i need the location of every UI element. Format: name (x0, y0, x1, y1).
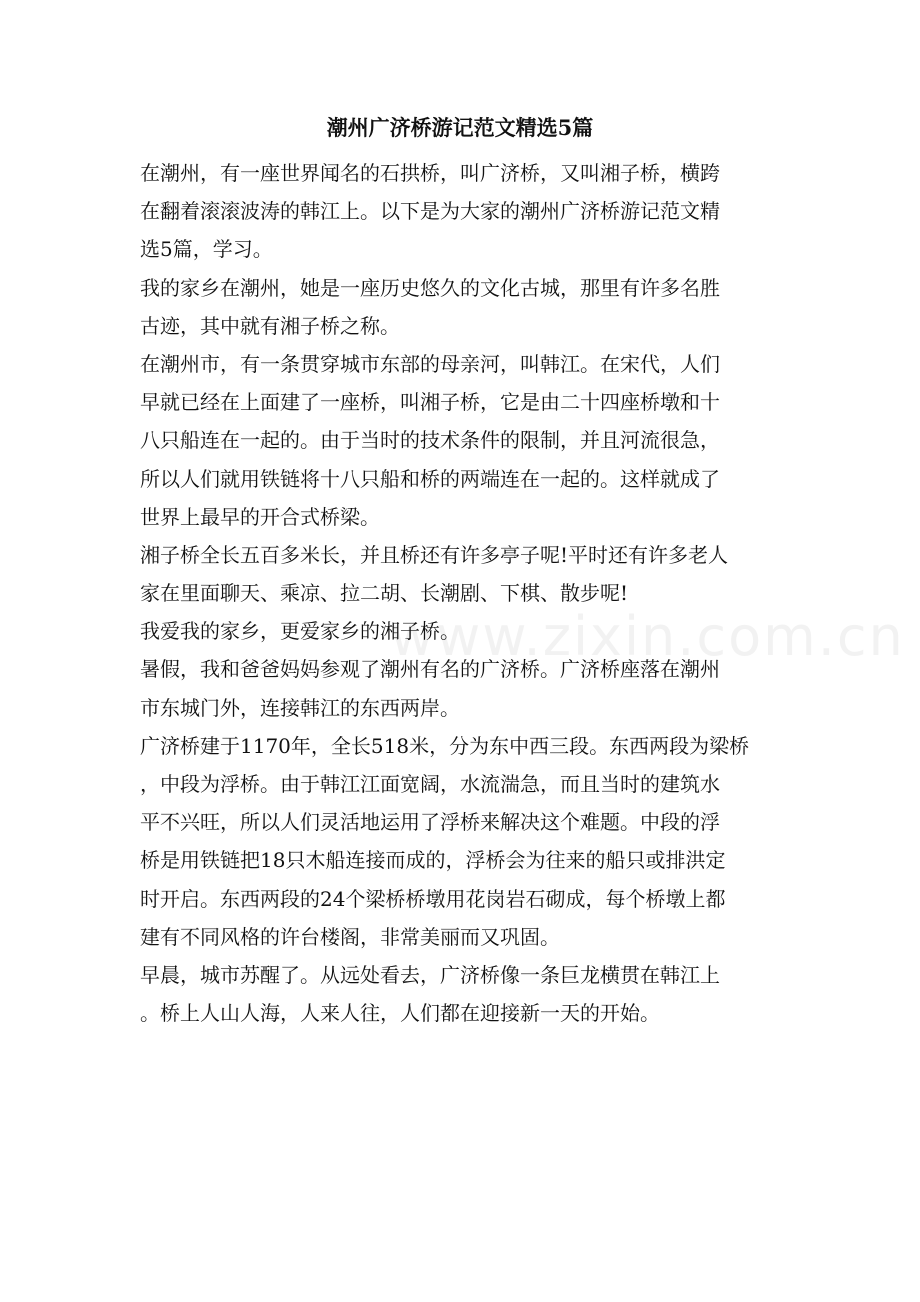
text-line: 我的家乡在潮州，她是一座历史悠久的文化古城，那里有许多名胜 (140, 275, 720, 300)
paragraph-5 (140, 612, 780, 650)
text-line: 世界上最早的开合式桥梁。 (140, 504, 380, 529)
text-line: 在潮州市，有一条贯穿城市东部的母亲河，叫韩江。在宋代，人们 (140, 351, 720, 376)
document-body (140, 154, 780, 1032)
text-line: 暑假，我和爸爸妈妈参观了潮州有名的广济桥。广济桥座落在潮州 (140, 657, 720, 682)
text-line: 古迹，其中就有湘子桥之称。 (140, 313, 400, 338)
text-line: 时开启。东西两段的24个梁桥桥墩用花岗岩石砌成，每个桥墩上都 (140, 886, 726, 911)
page-title: 潮州广济桥游记范文精选5篇 (326, 115, 594, 140)
text-line: 早就已经在上面建了一座桥，叫湘子桥，它是由二十四座桥墩和十 (140, 390, 720, 415)
text-line: 广济桥建于1170年，全长518米，分为东中西三段。东西两段为梁桥 (140, 733, 750, 758)
paragraph-1 (140, 154, 780, 269)
text-line: 在潮州，有一座世界闻名的石拱桥，叫广济桥，又叫湘子桥，横跨 (140, 161, 720, 185)
text-line: 。桥上人山人海，人来人往，人们都在迎接新一天的开始。 (140, 1001, 660, 1026)
paragraph-8 (140, 956, 780, 1032)
text-line: 家在里面聊天、乘凉、拉二胡、长潮剧、下棋、散步呢! (140, 581, 629, 606)
text-line: 建有不同风格的许台楼阁，非常美丽而又巩固。 (140, 924, 560, 949)
text-line: ，中段为浮桥。由于韩江江面宽阔，水流湍急，而且当时的建筑水 (140, 772, 720, 796)
text-line: 在翻着滚滚波涛的韩江上。以下是为大家的潮州广济桥游记范文精 (140, 199, 720, 224)
text-line: 早晨，城市苏醒了。从远处看去，广济桥像一条巨龙横贯在韩江上 (140, 962, 720, 987)
paragraph-7 (140, 727, 780, 956)
text-line: 八只船连在一起的。由于当时的技术条件的限制，并且河流很急， (140, 428, 720, 453)
paragraph-6 (140, 650, 780, 726)
watermark: www.zixin.com.cn (390, 605, 905, 668)
text-line: 选5篇，学习。 (140, 237, 273, 262)
text-line: 平不兴旺，所以人们灵活地运用了浮桥来解决这个难题。中段的浮 (140, 810, 720, 835)
paragraph-4 (140, 536, 780, 612)
paragraph-3 (140, 345, 780, 536)
text-line: 我爱我的家乡，更爱家乡的湘子桥。 (140, 619, 460, 644)
text-line: 所以人们就用铁链将十八只船和桥的两端连在一起的。这样就成了 (140, 466, 720, 491)
text-line: 市东城门外，连接韩江的东西两岸。 (140, 695, 460, 720)
text-line: 湘子桥全长五百多米长，并且桥还有许多亭子呢!平时还有许多老人 (140, 542, 729, 567)
text-line: 桥是用铁链把18只木船连接而成的，浮桥会为往来的船只或排洪定 (140, 848, 726, 873)
paragraph-2 (140, 269, 780, 345)
